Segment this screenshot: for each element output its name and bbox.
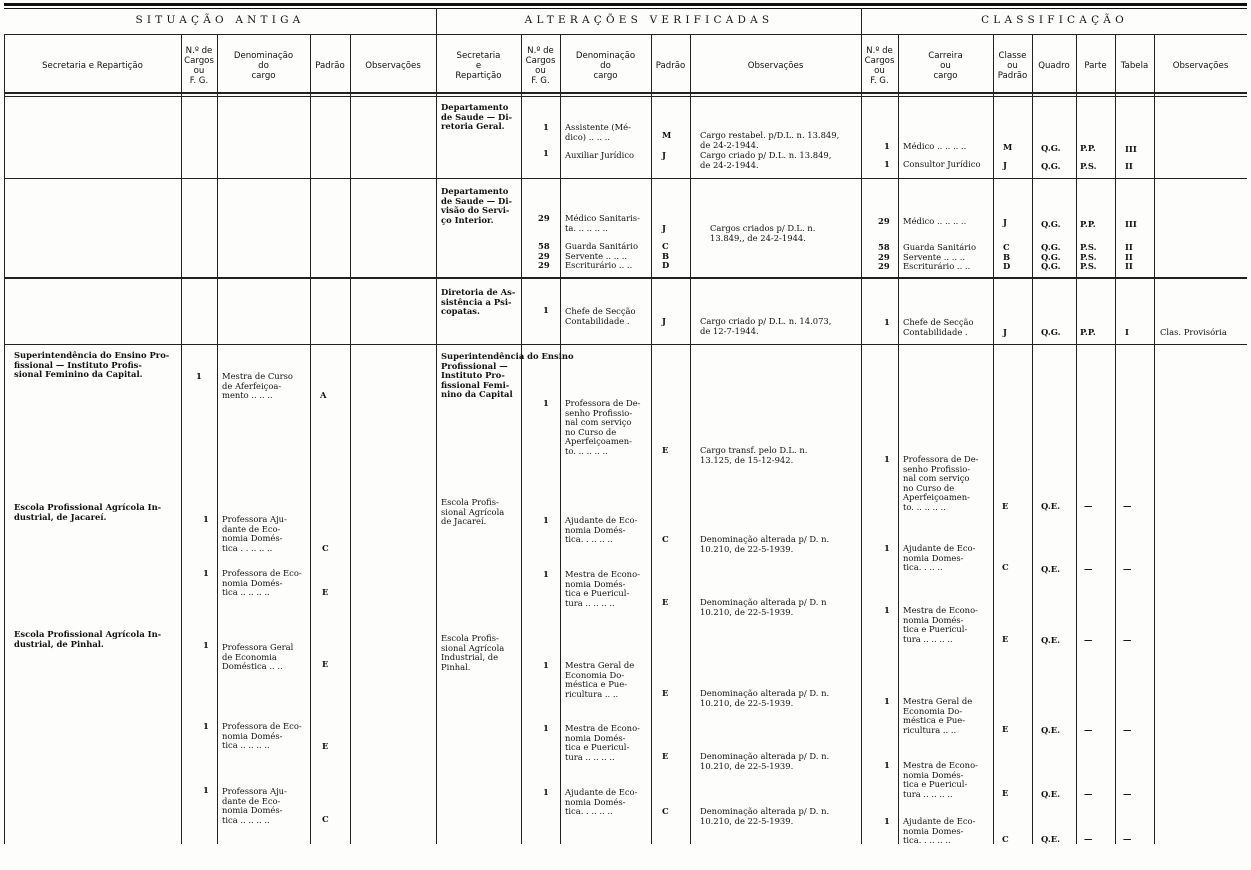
alteracoes-n-cargos: 1: [543, 569, 549, 579]
alteracoes-observacoes: Cargo criado p/ D.L. n. 13.849, de 24-2-1944.: [700, 150, 832, 170]
header-tabela: Tabela: [1120, 61, 1149, 71]
class-tabela: —: [1123, 635, 1132, 645]
class-parte: P.S. P.S. P.S.: [1080, 242, 1097, 272]
antiga-n-cargos: 1: [203, 785, 209, 795]
class-quadro: Q.E.: [1041, 564, 1061, 574]
class-classe: E: [1002, 724, 1009, 734]
antiga-padrao: E: [322, 741, 329, 751]
alteracoes-padrao: C: [662, 534, 669, 544]
header-denominacao: Denominação do cargo: [233, 51, 294, 81]
alteracoes-denominacao: Assistente (Mé- dico) .. .. ..: [565, 122, 631, 142]
class-n-cargos: 1: [884, 816, 890, 826]
alteracoes-observacoes: Denominação alterada p/ D. n. 10.210, de 22-5-1939.: [700, 688, 830, 708]
alteracoes-denominacao: Ajudante de Eco- nomia Domés- tica. . .. .. ..: [565, 515, 638, 545]
alteracoes-denominacao: Professora de De- senho Profissio- nal com serviço no Curso de Aperfeiçoamen- to. .. .. .. ..: [565, 398, 641, 456]
class-tabela: —: [1123, 564, 1132, 574]
alteracoes-observacoes: Denominação alterada p/ D. n 10.210, de 22-5-1939.: [700, 597, 827, 617]
alteracoes-denominacao: Mestra de Econo- nomia Domés- tica e Puericul- tura .. .. .. ..: [565, 569, 640, 608]
header-denominacao: Denominação do cargo: [575, 51, 636, 81]
antiga-n-cargos: 1: [203, 568, 209, 578]
alteracoes-padrao: E: [662, 445, 669, 455]
col-line: [1076, 34, 1077, 844]
col-line: [181, 34, 182, 844]
antiga-n-cargos: 1: [203, 514, 209, 524]
header-classe-padrao: Classe ou Padrão: [997, 51, 1028, 81]
class-tabela: III: [1125, 219, 1137, 229]
class-classe: J: [1003, 160, 1007, 170]
class-quadro: Q.G.: [1041, 219, 1061, 229]
class-carreira: Médico .. .. .. ..: [903, 216, 967, 226]
header-separator: [4, 34, 1247, 35]
row-separator: [4, 277, 1247, 279]
class-classe: E: [1002, 634, 1009, 644]
header-secretaria: Secretaria e Repartição: [455, 51, 502, 81]
alteracoes-reparticao: Departamento de Saude — Di- visão do Servi- ço Interior.: [441, 186, 512, 225]
top-rule-thin: [4, 8, 1247, 9]
alteracoes-padrao: C B D: [662, 241, 670, 271]
class-n-cargos: 29: [878, 216, 890, 226]
class-parte: —: [1084, 834, 1093, 844]
class-carreira: Consultor Jurídico: [903, 159, 981, 169]
alteracoes-observacoes: Cargo restabel. p/D.L. n. 13.849, de 24-2-1944.: [700, 130, 840, 150]
alteracoes-observacoes: Denominação alterada p/ D. n. 10.210, de 22-5-1939.: [700, 534, 830, 554]
alteracoes-padrao: E: [662, 751, 669, 761]
alteracoes-padrao: M: [662, 130, 672, 140]
class-classe: J: [1003, 217, 1007, 227]
alteracoes-observacoes: Denominação alterada p/ D. n. 10.210, de 22-5-1939.: [700, 751, 830, 771]
alteracoes-n-cargos: 58 29 29: [538, 241, 550, 271]
class-carreira: Ajudante de Eco- nomia Domes- tica. . .. .. ..: [903, 816, 976, 846]
col-line: [217, 34, 218, 844]
class-tabela: —: [1123, 834, 1132, 844]
class-tabela: I: [1125, 327, 1129, 337]
alteracoes-denominacao: Mestra Geral de Economia Do- méstica e Pue- ricultura .. ..: [565, 660, 635, 699]
class-parte: P.P.: [1080, 219, 1096, 229]
antiga-n-cargos: 1: [203, 721, 209, 731]
class-tabela: III: [1125, 144, 1137, 154]
class-n-cargos: 1: [884, 454, 890, 464]
class-n-cargos: 58 29 29: [878, 242, 890, 272]
alteracoes-n-cargos: 1: [543, 660, 549, 670]
class-carreira: Guarda Sanitário Servente .. .. .. Escriturário .. ..: [903, 242, 976, 272]
alteracoes-denominacao: Mestra de Econo- nomia Domés- tica e Puericul- tura .. .. .. ..: [565, 723, 640, 762]
alteracoes-observacoes: Cargo transf. pelo D.L. n. 13.125, de 15-12-942.: [700, 445, 808, 465]
alteracoes-n-cargos: 1: [543, 148, 549, 158]
alteracoes-n-cargos: 1: [543, 723, 549, 733]
alteracoes-padrao: E: [662, 597, 669, 607]
class-carreira: Médico .. .. .. ..: [903, 141, 967, 151]
class-classe: J: [1003, 327, 1007, 337]
top-rule: [4, 3, 1247, 6]
class-tabela: —: [1123, 501, 1132, 511]
header-observacoes: Observações: [365, 61, 421, 71]
class-quadro: Q.E.: [1041, 834, 1061, 844]
alteracoes-observacoes: Cargos criados p/ D.L. n. 13.849,, de 24-2-1944.: [710, 223, 816, 243]
class-n-cargos: 1: [884, 760, 890, 770]
header-observacoes: Observações: [747, 61, 804, 71]
class-carreira: Ajudante de Eco- nomia Domes- tica. . .. ..: [903, 543, 976, 573]
col-line: [310, 34, 311, 844]
antiga-padrao: E: [322, 587, 329, 597]
class-carreira: Mestra Geral de Economia Do- méstica e Pue- ricultura .. ..: [903, 696, 973, 735]
class-quadro: Q.E.: [1041, 789, 1061, 799]
antiga-denominacao: Professora de Eco- nomia Domés- tica .. .. .. ..: [222, 721, 302, 751]
header-secretaria-reparticao: Secretaria e Repartição: [42, 61, 143, 71]
alteracoes-denominacao: Guarda Sanitário Servente .. .. .. Escriturário .. ..: [565, 241, 638, 271]
alteracoes-observacoes: Cargo criado p/ D.L. n. 14.073, de 12-7-1944.: [700, 316, 832, 336]
alteracoes-reparticao: Departamento de Saude — Di- retoria Geral.: [441, 102, 512, 132]
alteracoes-reparticao: Superintendência do Ensino Profissional — Instituto Pro- fissional Femi- nino da Capital: [441, 351, 574, 400]
row-separator: [4, 344, 1247, 345]
header-bottom-rule-2: [4, 96, 1247, 97]
class-parte: P.S.: [1080, 161, 1097, 171]
class-carreira: Professora de De- senho Profissio- nal com serviço no Curso de Aperfeiçoamen- to. .. .. .. ..: [903, 454, 979, 512]
class-quadro: Q.E.: [1041, 725, 1061, 735]
class-tabela: —: [1123, 725, 1132, 735]
header-parte: Parte: [1084, 61, 1107, 71]
class-classe: C B D: [1003, 242, 1011, 272]
header-observacoes: Observações: [1172, 61, 1229, 71]
header-bottom-rule: [4, 92, 1247, 94]
section-title-antiga: SITUAÇÃO ANTIGA: [135, 14, 305, 26]
alteracoes-reparticao: Escola Profis- sional Agrícola Industrial, de Pinhal.: [441, 633, 505, 672]
alteracoes-n-cargos: 1: [543, 515, 549, 525]
class-tabela: II: [1125, 161, 1133, 171]
class-n-cargos: 1: [884, 543, 890, 553]
class-classe: C: [1002, 562, 1009, 572]
alteracoes-padrao: E: [662, 688, 669, 698]
antiga-padrao: A: [320, 390, 327, 400]
antiga-denominacao: Mestra de Curso de Aferfeiçoa- mento .. .. ..: [222, 371, 293, 401]
alteracoes-denominacao: Ajudante de Eco- nomia Domés- tica. . .. .. ..: [565, 787, 638, 817]
alteracoes-denominacao: Auxiliar Jurídico: [565, 150, 635, 160]
col-line: [861, 8, 862, 844]
col-line: [651, 34, 652, 844]
antiga-reparticao: Escola Profissional Agrícola In- dustrial, de Jacareí.: [14, 502, 162, 522]
class-quadro: Q.G.: [1041, 161, 1061, 171]
class-quadro: Q.G.: [1041, 143, 1061, 153]
antiga-reparticao: Escola Profissional Agrícola In- dustrial, de Pinhal.: [14, 629, 162, 649]
class-parte: —: [1084, 564, 1093, 574]
col-line: [993, 34, 994, 844]
col-line: [1115, 34, 1116, 844]
antiga-padrao: C: [322, 814, 329, 824]
alteracoes-reparticao: Escola Profis- sional Agrícola de Jacareí.: [441, 497, 505, 527]
class-n-cargos: 1: [884, 696, 890, 706]
header-padrao: Padrão: [315, 61, 345, 71]
col-line: [690, 34, 691, 844]
section-title-classificacao: CLASSIFICAÇÃO: [981, 14, 1128, 26]
antiga-n-cargos: 1: [203, 640, 209, 650]
antiga-denominacao: Professora Geral de Economia Doméstica .. ..: [222, 642, 294, 672]
alteracoes-n-cargos: 29: [538, 213, 550, 223]
col-line: [560, 34, 561, 844]
alteracoes-padrao: C: [662, 806, 669, 816]
class-quadro: Q.E.: [1041, 635, 1061, 645]
header-padrao: Padrão: [655, 61, 686, 71]
alteracoes-observacoes: Denominação alterada p/ D. n. 10.210, de 22-5-1939.: [700, 806, 830, 826]
header-n-cargos: N.º de Cargos ou F. G.: [525, 46, 556, 86]
antiga-reparticao: Superintendência do Ensino Pro- fissional — Instituto Profis- sional Feminino da Capital.: [14, 350, 170, 380]
antiga-padrao: E: [322, 659, 329, 669]
class-carreira: Mestra de Econo- nomia Domés- tica e Puericul- tura .. .. .. ..: [903, 760, 978, 799]
class-n-cargos: 1: [884, 605, 890, 615]
class-classe: E: [1002, 788, 1009, 798]
antiga-denominacao: Professora Aju- dante de Eco- nomia Domés- tica . . .. .. ..: [222, 514, 287, 553]
class-quadro: Q.G.: [1041, 327, 1061, 337]
class-carreira: Mestra de Econo- nomia Domés- tica e Puericul- tura .. .. .. ..: [903, 605, 978, 644]
class-classe: C: [1002, 834, 1009, 844]
class-n-cargos: 1: [884, 159, 890, 169]
antiga-n-cargos: 1: [196, 371, 202, 381]
col-line: [1154, 34, 1155, 844]
header-carreira: Carreira ou cargo: [928, 51, 963, 81]
alteracoes-n-cargos: 1: [543, 398, 549, 408]
class-n-cargos: 1: [884, 317, 890, 327]
class-classe: M: [1003, 142, 1013, 152]
alteracoes-denominacao: Médico Sanitaris- ta. .. .. .. ..: [565, 213, 640, 233]
antiga-padrao: C: [322, 543, 329, 553]
class-parte: —: [1084, 725, 1093, 735]
col-line: [521, 34, 522, 844]
class-observacoes: Clas. Provisória: [1160, 327, 1227, 337]
header-n-cargos: N.º de Cargos ou F. G.: [184, 46, 214, 86]
alteracoes-n-cargos: 1: [543, 305, 549, 315]
antiga-denominacao: Professora de Eco- nomia Domés- tica .. .. .. ..: [222, 568, 302, 598]
alteracoes-n-cargos: 1: [543, 122, 549, 132]
alteracoes-reparticao: Diretoria de As- sistência a Psi- copatas.: [441, 287, 516, 317]
section-title-alteracoes: ALTERAÇÕES VERIFICADAS: [524, 14, 774, 26]
class-parte: —: [1084, 635, 1093, 645]
class-classe: E: [1002, 501, 1009, 511]
class-parte: —: [1084, 501, 1093, 511]
col-line: [4, 34, 5, 844]
antiga-denominacao: Professora Aju- dante de Eco- nomia Domés- tica .. .. .. ..: [222, 786, 287, 825]
class-tabela: II II II: [1125, 242, 1133, 272]
class-tabela: —: [1123, 789, 1132, 799]
alteracoes-n-cargos: 1: [543, 787, 549, 797]
col-line: [1032, 34, 1033, 844]
col-line: [350, 34, 351, 844]
col-line: [436, 8, 437, 844]
header-n-cargos: N.º de Cargos ou F. G.: [864, 46, 895, 86]
alteracoes-padrao: J: [662, 150, 666, 160]
class-parte: —: [1084, 789, 1093, 799]
alteracoes-padrao: J: [662, 316, 666, 326]
class-quadro: Q.G. Q.G. Q.G.: [1041, 242, 1061, 272]
class-n-cargos: 1: [884, 141, 890, 151]
class-parte: P.P.: [1080, 143, 1096, 153]
col-line: [898, 34, 899, 844]
header-quadro: Quadro: [1038, 61, 1070, 71]
class-carreira: Chefe de Secção Contabilidade .: [903, 317, 974, 337]
class-quadro: Q.E.: [1041, 501, 1061, 511]
alteracoes-padrao: J: [662, 223, 666, 233]
alteracoes-denominacao: Chefe de Secção Contabilidade .: [565, 306, 636, 326]
row-separator: [4, 178, 1247, 179]
class-parte: P.P.: [1080, 327, 1096, 337]
